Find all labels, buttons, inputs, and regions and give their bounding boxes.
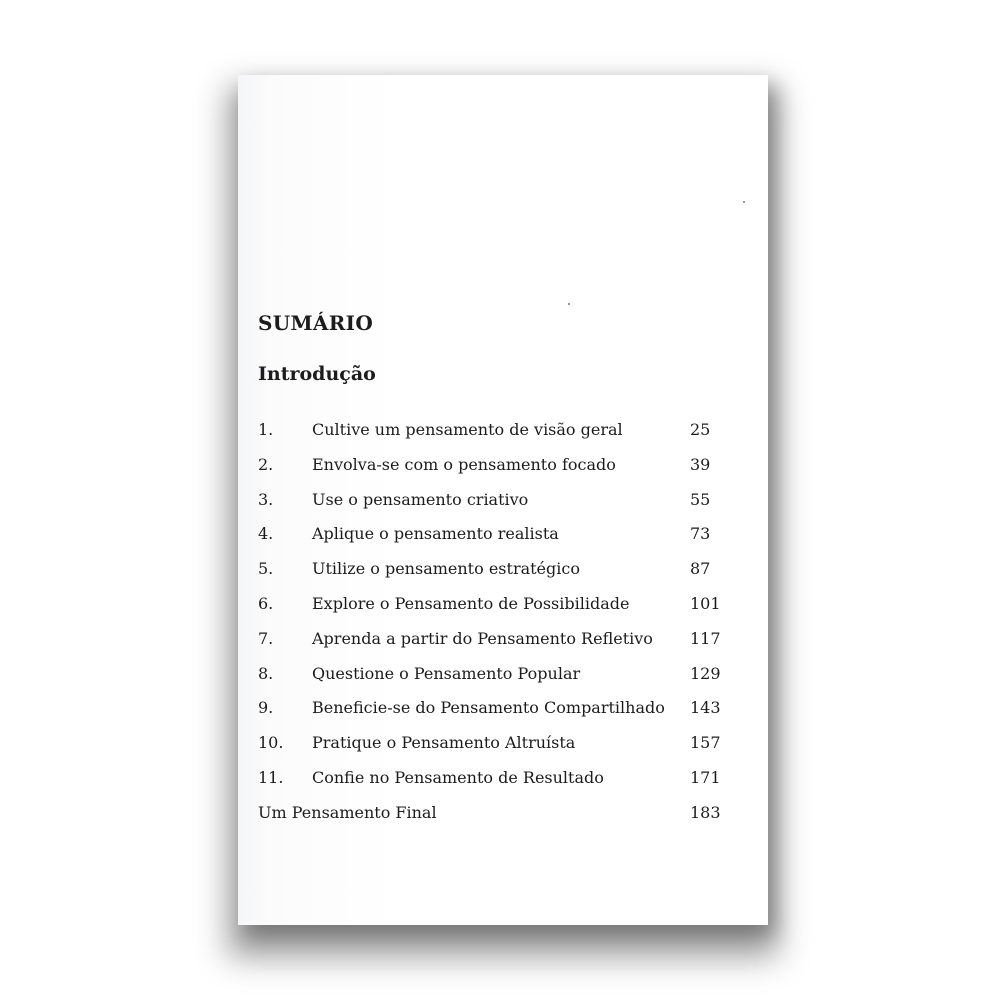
page-speck — [568, 303, 570, 305]
toc-entry — [258, 763, 728, 798]
toc-entry-title: Questione o Pensamento Popular — [312, 663, 581, 683]
toc-entry — [258, 589, 728, 624]
toc-entry-page: 25 — [690, 420, 711, 439]
toc-entry — [258, 659, 728, 694]
toc-entry — [258, 693, 728, 728]
toc-entry-page: 157 — [690, 733, 721, 753]
page-speck — [743, 201, 745, 203]
toc-entry-title: Pratique o Pensamento Altruísta — [312, 733, 576, 753]
toc-entry-title: Explore o Pensamento de Possibilidade — [312, 593, 630, 613]
toc-entry-title: Aprenda a partir do Pensamento Refletivo — [312, 628, 653, 648]
page-title: SUMÁRIO — [258, 311, 374, 335]
toc-entry-number: 3. — [258, 489, 274, 509]
toc-entry — [258, 624, 728, 659]
toc-entry-page: 129 — [690, 663, 721, 683]
toc-entry-title: Cultive um pensamento de visão geral — [312, 420, 623, 439]
toc-entry-number: 6. — [258, 593, 274, 613]
toc-entry-number: 7. — [258, 628, 274, 648]
toc-entry-page: 171 — [690, 767, 721, 787]
toc-entry-page: 183 — [690, 802, 721, 822]
toc-entry-final — [258, 798, 728, 833]
toc-entry-title: Um Pensamento Final — [258, 802, 437, 822]
toc-entry-number: 8. — [258, 663, 274, 683]
toc-entry-page: 87 — [690, 559, 711, 579]
toc-entry — [258, 485, 728, 520]
toc-entry-title: Aplique o pensamento realista — [312, 524, 559, 544]
toc-entry-number: 1. — [258, 420, 274, 439]
toc-entry — [258, 450, 728, 485]
toc-entry-page: 55 — [690, 489, 711, 509]
section-heading-introduction: Introdução — [258, 363, 376, 385]
toc-entry-title: Use o pensamento criativo — [312, 489, 529, 509]
toc-entry-page: 143 — [690, 698, 721, 718]
toc-entry-number: 4. — [258, 524, 274, 544]
toc-entry — [258, 728, 728, 763]
toc-entry-number: 10. — [258, 733, 284, 753]
toc-entry — [258, 519, 728, 554]
table-of-contents — [258, 415, 728, 833]
toc-entry-number: 9. — [258, 698, 274, 718]
toc-entry-title: Confie no Pensamento de Resultado — [312, 767, 604, 787]
toc-entry — [258, 415, 728, 450]
toc-entry-page: 39 — [690, 454, 711, 474]
toc-entry-page: 101 — [690, 593, 721, 613]
toc-entry-title: Beneficie-se do Pensamento Compartilhado — [312, 698, 665, 718]
toc-entry-number: 2. — [258, 454, 274, 474]
book-page — [238, 75, 768, 925]
toc-entry-page: 117 — [690, 628, 721, 648]
toc-entry — [258, 554, 728, 589]
toc-entry-title: Utilize o pensamento estratégico — [312, 559, 580, 579]
toc-entry-number: 11. — [258, 767, 284, 787]
toc-entry-title: Envolva-se com o pensamento focado — [312, 454, 616, 474]
toc-entry-number: 5. — [258, 559, 274, 579]
toc-entry-page: 73 — [690, 524, 711, 544]
